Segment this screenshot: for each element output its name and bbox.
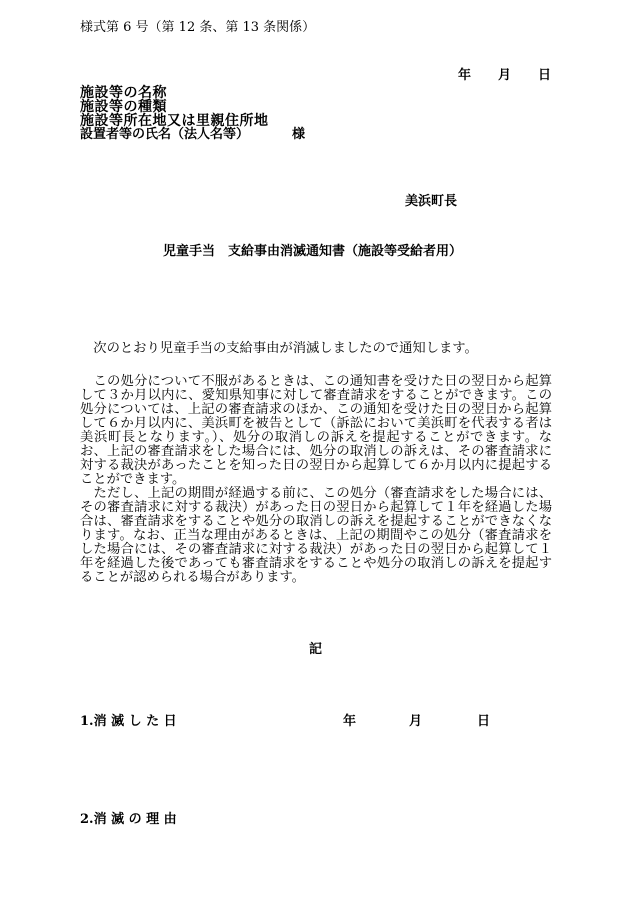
notice-line: 美浜町長となります。）、処分の取消しの訴えを提起することができます。な <box>80 430 552 445</box>
notice-line: ただし、上記の期間が経過する前に、この処分（審査請求をした場合には、 <box>80 486 552 501</box>
ki-heading: 記 <box>309 642 323 657</box>
notice-line: 処分については、上記の審査請求のほか、この通知を受けた日の翌日から起算 <box>80 402 552 417</box>
notice-line: その審査請求に対する裁決）があった日の翌日から起算して１年を経過した場 <box>80 500 552 515</box>
item-extinction-date-label: 1.消 滅 し た 日 <box>80 714 177 729</box>
notice-line: して３か月以内に、愛知県知事に対して審査請求をすることができます。この <box>80 388 552 403</box>
notice-line: 年を経過した後であっても審査請求をすることや処分の取消しの訴えを提起す <box>80 556 552 571</box>
facility-address-label: 施設等所在地又は里親住所地 <box>80 113 269 129</box>
form-number: 様式第 6 号（第 12 条、第 13 条関係） <box>80 20 316 35</box>
item-extinction-date-day: 日 <box>477 714 491 729</box>
facility-name-label: 施設等の名称 <box>80 85 167 101</box>
notice-line: ります。なお、正当な理由があるときは、上記の期間やこの処分（審査請求を <box>80 528 552 543</box>
header-date-month: 月 <box>498 68 512 83</box>
operator-name-label: 設置者等の氏名（法人名等） <box>80 127 250 142</box>
header-date-day: 日 <box>538 68 552 83</box>
item-extinction-reason-label: 2.消 滅 の 理 由 <box>80 812 177 827</box>
notice-line: ことができます。 <box>80 472 186 487</box>
honorific: 様 <box>292 127 306 142</box>
notice-line: して６か月以内に、美浜町を被告として（訴訟において美浜町を代表する者は <box>80 416 552 431</box>
facility-type-label: 施設等の種類 <box>80 99 167 115</box>
intro-sentence: 次のとおり児童手当の支給事由が消滅しましたので通知します。 <box>80 341 478 356</box>
notice-line: した場合には、その審査請求に対する裁決）があった日の翌日から起算して１ <box>80 542 552 557</box>
issuer: 美浜町長 <box>405 194 458 209</box>
notice-line: 対する裁決があったことを知った日の翌日から起算して６か月以内に提起する <box>80 458 552 473</box>
item-extinction-date-year: 年 <box>343 714 357 729</box>
item-extinction-date-month: 月 <box>409 714 423 729</box>
header-date-year: 年 <box>458 68 472 83</box>
appeal-notice-paragraph <box>80 375 552 585</box>
notice-line: お、上記の審査請求をした場合には、処分の取消しの訴えは、その審査請求に <box>80 444 552 459</box>
notice-line: 合は、審査請求をすることや処分の取消しの訴えを提起することができなくな <box>80 514 552 529</box>
notice-line: ることが認められる場合があります。 <box>80 570 305 585</box>
document-title: 児童手当 支給事由消滅通知書（施設等受給者用） <box>163 244 463 259</box>
notice-line: この処分について不服があるときは、この通知書を受けた日の翌日から起算 <box>80 374 552 389</box>
